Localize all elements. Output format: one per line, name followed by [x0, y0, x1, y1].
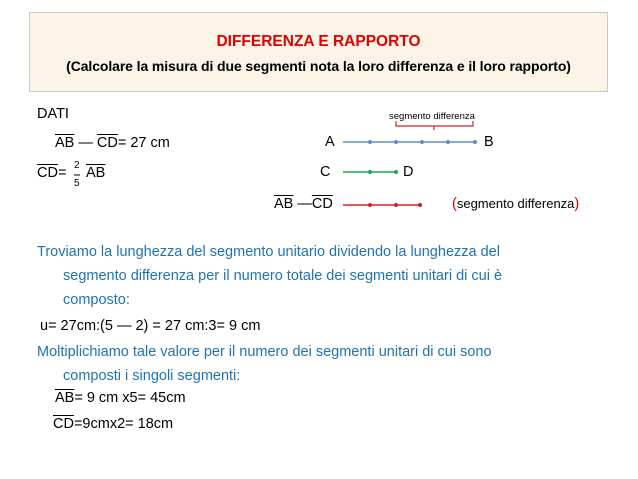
para1-line1: Troviamo la lunghezza del segmento unitario dividendo la lunghezza del [37, 244, 500, 260]
diff-ab-label: $\overline{AB}$ [274, 196, 294, 212]
difference-value: = 27 cm [117, 135, 170, 151]
difference-label [274, 196, 333, 212]
result-cd-label: $\overline{CD}$ [53, 416, 74, 432]
segment-cd-label: $\overline{CD}$ [96, 135, 118, 151]
diff-unit-point [394, 203, 398, 207]
difference-note-text: segmento differenza [456, 196, 575, 211]
result-ab-label: $\overline{AB}$ [55, 390, 75, 406]
result-cd [53, 416, 173, 432]
ab-unit-point [473, 140, 477, 144]
page-subtitle: (Calcolare la misura di due segmenti nota la loro differenza e il loro rapporto) [66, 58, 571, 74]
difference-note [452, 196, 579, 212]
para1-line3: composto: [63, 292, 130, 308]
dati-heading: DATI [37, 106, 69, 122]
point-b-label: B [484, 134, 494, 150]
ratio-cd-label: $\overline{CD}$ [37, 165, 58, 181]
minus-sign: — [78, 135, 93, 151]
page-title: DIFFERENZA E RAPPORTO [216, 33, 421, 50]
ab-unit-point [394, 140, 398, 144]
ab-unit-point [420, 140, 424, 144]
diff-unit-point [368, 203, 372, 207]
fraction-denominator: 5 [74, 178, 80, 189]
para2-line1: Moltiplichiamo tale valore per il numero dei segmenti unitari di cui sono [37, 344, 492, 360]
fraction-numerator: 2 [74, 160, 80, 171]
cd-unit-point [368, 170, 372, 174]
ratio-ab-label: $\overline{AB}$ [86, 165, 106, 181]
diff-unit-point [418, 203, 422, 207]
paren-close: ) [574, 196, 580, 212]
result-ab-value: = 9 cm x5= 45cm [74, 390, 186, 406]
brace-label: segmento differenza [389, 111, 475, 122]
diff-cd-label: $\overline{CD}$ [311, 196, 333, 212]
point-a-label: A [325, 134, 335, 150]
result-ab [55, 390, 186, 406]
point-c-label: C [320, 164, 331, 180]
unit-calculation: u= 27cm:(5 — 2) = 27 cm:3= 9 cm [40, 318, 261, 334]
result-cd-value: =9cmx2= 18cm [73, 416, 174, 432]
ab-unit-point [368, 140, 372, 144]
para1-line2: segmento differenza per il numero totale dei segmenti unitari di cui è [63, 268, 503, 284]
ratio-equals: = [57, 165, 67, 181]
para2-line2: composti i singoli segmenti: [63, 368, 241, 384]
cd-unit-point [394, 170, 398, 174]
diff-minus-sign: — [297, 196, 312, 212]
ab-unit-point [446, 140, 450, 144]
paren-open: ( [452, 196, 457, 212]
difference-brace [396, 121, 473, 130]
segment-ab-label: $\overline{AB}$ [55, 135, 75, 151]
point-d-label: D [403, 164, 414, 180]
